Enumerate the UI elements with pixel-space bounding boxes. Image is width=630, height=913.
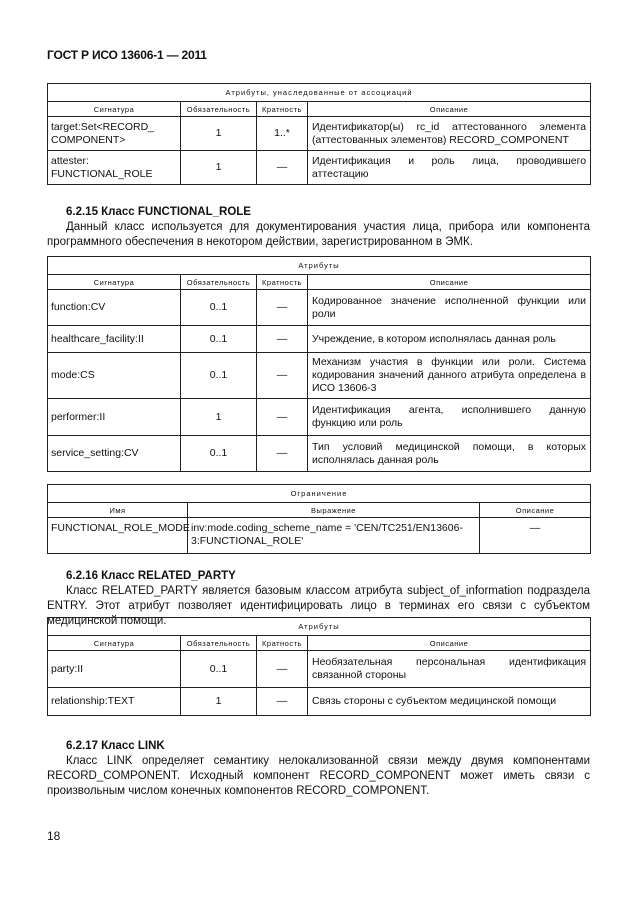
column-header: Сигнатура bbox=[48, 275, 181, 290]
column-header: Кратность bbox=[257, 636, 308, 651]
column-header: Описание bbox=[308, 275, 591, 290]
column-header: Имя bbox=[48, 503, 188, 518]
description-cell: Связь стороны с субъектом медицинской помощи bbox=[308, 688, 591, 716]
signature-cell: relationship:TEXT bbox=[48, 688, 181, 716]
table-row bbox=[48, 436, 591, 472]
constraint-expression-cell: inv:mode.coding_scheme_name = 'CEN/TC251/EN13606-3:FUNCTIONAL_ROLE' bbox=[188, 518, 480, 554]
constraint-table bbox=[47, 484, 591, 554]
signature-cell: healthcare_facility:II bbox=[48, 326, 181, 353]
section-functional-role bbox=[47, 205, 590, 250]
signature-cell: function:CV bbox=[48, 290, 181, 326]
signature-cell: service_setting:CV bbox=[48, 436, 181, 472]
column-header: Выражение bbox=[188, 503, 480, 518]
description-cell: Идентификация агента, исполнившего данную функцию или роль bbox=[308, 399, 591, 436]
column-header: Обязательность bbox=[181, 275, 257, 290]
obligation-cell: 0..1 bbox=[181, 651, 257, 688]
description-cell: Идентификация и роль лица, проводившего аттестацию bbox=[308, 151, 591, 185]
multiplicity-cell: — bbox=[257, 651, 308, 688]
description-cell: Кодированное значение исполненной функции или роли bbox=[308, 290, 591, 326]
column-header: Сигнатура bbox=[48, 102, 181, 117]
section-heading: 6.2.17 Класс LINK bbox=[66, 740, 165, 752]
description-cell: Необязательная персональная идентификация связанной стороны bbox=[308, 651, 591, 688]
multiplicity-cell: — bbox=[257, 688, 308, 716]
constraint-name-cell: FUNCTIONAL_ROLE_MODE bbox=[48, 518, 188, 554]
multiplicity-cell: — bbox=[257, 399, 308, 436]
obligation-cell: 0..1 bbox=[181, 353, 257, 399]
page-number: 18 bbox=[47, 829, 61, 843]
document-header: ГОСТ Р ИСО 13606-1 — 2011 bbox=[47, 48, 207, 62]
table-caption: Ограничение bbox=[48, 485, 591, 503]
column-header: Кратность bbox=[257, 275, 308, 290]
table-caption: Атрибуты bbox=[48, 257, 591, 275]
table-row bbox=[48, 518, 591, 554]
table-caption: Атрибуты, унаследованные от ассоциаций bbox=[48, 84, 591, 102]
table-row bbox=[48, 353, 591, 399]
multiplicity-cell: — bbox=[257, 353, 308, 399]
table-row bbox=[48, 399, 591, 436]
table-row bbox=[48, 688, 591, 716]
description-cell: Механизм участия в функции или роли. Система кодирования значений данного атрибута определена в ИСО 13606-3 bbox=[308, 353, 591, 399]
multiplicity-cell: 1..* bbox=[257, 117, 308, 151]
table-row bbox=[48, 290, 591, 326]
column-header: Кратность bbox=[257, 102, 308, 117]
table-caption: Атрибуты bbox=[48, 618, 591, 636]
constraint-description-cell: — bbox=[480, 518, 591, 554]
multiplicity-cell: — bbox=[257, 151, 308, 185]
table-row bbox=[48, 326, 591, 353]
multiplicity-cell: — bbox=[257, 436, 308, 472]
table-row bbox=[48, 117, 591, 151]
signature-cell: attester: FUNCTIONAL_ROLE bbox=[48, 151, 181, 185]
table-row bbox=[48, 651, 591, 688]
obligation-cell: 0..1 bbox=[181, 326, 257, 353]
column-header: Описание bbox=[308, 102, 591, 117]
multiplicity-cell: — bbox=[257, 326, 308, 353]
signature-cell: target:Set<RECORD_ COMPONENT> bbox=[48, 117, 181, 151]
section-paragraph: Класс RELATED_PARTY является базовым классом атрибута subject_of_information подраздела ENTRY. Этот атрибут позволяет идентифицировать лицо в терминах его связи с субъектом медицинской помощи. bbox=[47, 585, 590, 627]
signature-cell: party:II bbox=[48, 651, 181, 688]
column-header: Описание bbox=[308, 636, 591, 651]
inherited-attributes-table bbox=[47, 83, 591, 185]
functional-role-attributes-table bbox=[47, 256, 591, 472]
section-heading: 6.2.15 Класс FUNCTIONAL_ROLE bbox=[66, 206, 251, 218]
signature-cell: performer:II bbox=[48, 399, 181, 436]
obligation-cell: 0..1 bbox=[181, 436, 257, 472]
section-link bbox=[47, 739, 590, 799]
column-header: Сигнатура bbox=[48, 636, 181, 651]
signature-cell: mode:CS bbox=[48, 353, 181, 399]
section-heading: 6.2.16 Класс RELATED_PARTY bbox=[66, 570, 236, 582]
description-cell: Учреждение, в котором исполнялась данная роль bbox=[308, 326, 591, 353]
section-paragraph: Класс LINK определяет семантику нелокализованной связи между двумя компонентами RECORD_COMPONENT. Исходный компонент RECORD_COMPONENT может иметь связи с произвольным числом конечных компонентов RECORD_COMPONENT. bbox=[47, 755, 590, 797]
column-header: Описание bbox=[480, 503, 591, 518]
related-party-attributes-table bbox=[47, 617, 591, 716]
table-row bbox=[48, 151, 591, 185]
description-cell: Тип условий медицинской помощи, в которых исполнялась данная роль bbox=[308, 436, 591, 472]
obligation-cell: 1 bbox=[181, 151, 257, 185]
column-header: Обязательность bbox=[181, 636, 257, 651]
obligation-cell: 1 bbox=[181, 688, 257, 716]
obligation-cell: 0..1 bbox=[181, 290, 257, 326]
obligation-cell: 1 bbox=[181, 117, 257, 151]
column-header: Обязательность bbox=[181, 102, 257, 117]
section-paragraph: Данный класс используется для документирования участия лица, прибора или компонента программного обеспечения в некотором действии, зарегистрированном в ЭМК. bbox=[47, 221, 590, 248]
multiplicity-cell: — bbox=[257, 290, 308, 326]
description-cell: Идентификатор(ы) rc_id аттестованного элемента (аттестованных элементов) RECORD_COMPONENT bbox=[308, 117, 591, 151]
obligation-cell: 1 bbox=[181, 399, 257, 436]
